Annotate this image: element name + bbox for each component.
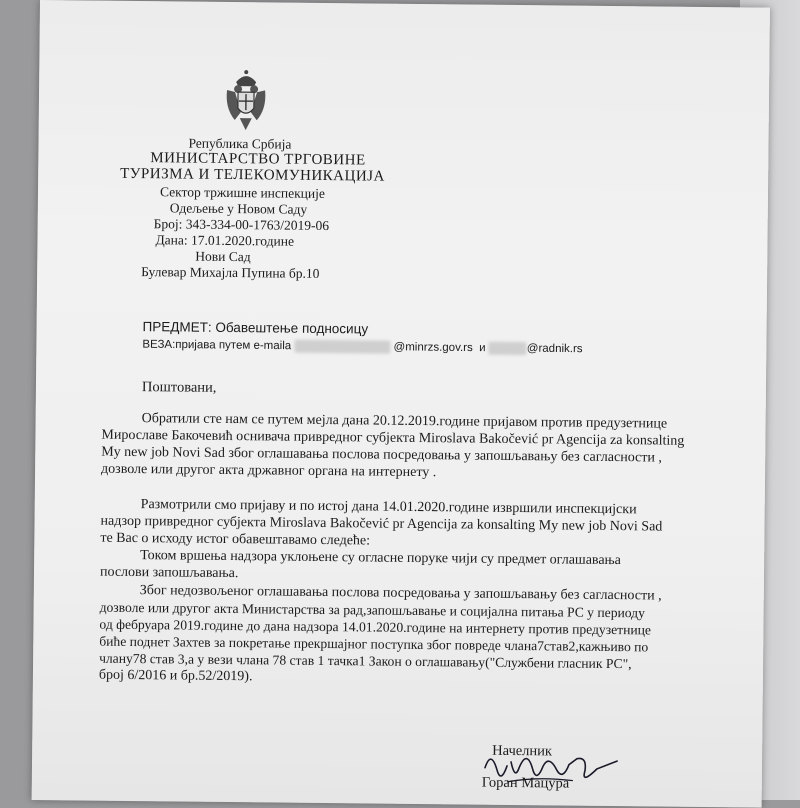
header-city: Нови Сад	[195, 249, 251, 266]
paragraph-2-line-2: надзор привредног субјекта Miroslava Bakočević pr Agencija za konsalting My new job Novi Sad	[100, 514, 662, 536]
greeting: Поштовани,	[142, 379, 217, 397]
coat-of-arms-icon	[223, 68, 270, 134]
header-ministry-line2: ТУРИЗМА И ТЕЛЕКОМУНИКАЦИЈА	[120, 166, 385, 186]
subject-line: ПРЕДМЕТ: Обавештење подносицу	[143, 319, 369, 336]
header-republic: Република Србија	[188, 136, 291, 153]
paragraph-1-line-1: Обратили сте нам се путем мејла дана 20.12.2019.године пријавом против предузетнице	[142, 411, 668, 433]
paragraph-1-line-4: дозволе или другог акта државног органа на интернету .	[101, 462, 436, 482]
email1-domain: @minrzs.gov.rs	[394, 341, 473, 354]
paragraph-4-line-6: број 6/2016 и бр.52/2019).	[99, 668, 253, 686]
letter-page	[32, 0, 770, 808]
paragraph-2-line-3: те Вас о исходу истог обавештавамо следеће:	[100, 531, 370, 550]
paragraph-1-line-3: My new job Novi Sad због оглашавања послова посредовања у запошљавању без сагласности ,	[101, 445, 662, 467]
paragraph-3-line-2: послови запошљавања.	[100, 565, 239, 582]
reference-label: ВЕЗА:пријава путем e-maila	[142, 339, 291, 353]
paragraph-4-line-5: члану78 став 3,а у вези члана 78 став 1 тачка1 Закон о оглашавању("Службени гласник РС",	[99, 651, 632, 673]
paragraph-4-line-2: дозволе или другог акта Министарства за рад,запошљавање и социјална питања РС у периоду	[100, 600, 645, 622]
paragraph-4-line-1: Због недозвољеног оглашавања послова посредовања у запошљавању без сагласности ,	[140, 583, 662, 604]
paragraph-4-line-4: биће поднет Захтев за покретање прекршајног поступка због повреде члана7став2,кажњиво по	[99, 634, 648, 656]
paragraph-4-line-3: од фебруара 2019.године до дана надзора 14.01.2020.године на интернету против предузетнице	[99, 617, 651, 639]
header-ministry-line1: МИНИСТАРСТВО ТРГОВИНЕ	[150, 150, 366, 169]
header-department: Одељење у Новом Саду	[170, 200, 307, 217]
signatory-title: Начелник	[492, 743, 552, 761]
header-sector: Сектор тржишне инспекције	[160, 184, 325, 202]
signatory-name: Горан Мацура	[482, 775, 570, 793]
paragraph-1-line-2: Мирославе Бакочевић оснивача привредног субјекта Miroslava Bakočević pr Agencija za konsalting	[101, 428, 684, 450]
email-conjunction: и	[479, 342, 486, 354]
email2-domain: @radnik.rs	[527, 343, 583, 356]
redacted-email-1	[294, 340, 390, 354]
header-reference-number: Број: 343-334-00-1763/2019-06	[154, 216, 330, 234]
header-date: Дана: 17.01.2020.године	[155, 232, 294, 249]
header-address: Булевар Михајла Пупина бр.10	[141, 264, 319, 282]
reference-line	[142, 338, 582, 356]
paragraph-2-line-1: Размотрили смо пријаву и по истој дана 14.01.2020.године извршили инспекцијски	[141, 497, 637, 518]
redacted-email-2	[489, 342, 527, 355]
paragraph-3-line-1: Током вршења надзора уклоњене су огласне поруке чији су предмет оглашавања	[140, 548, 621, 569]
